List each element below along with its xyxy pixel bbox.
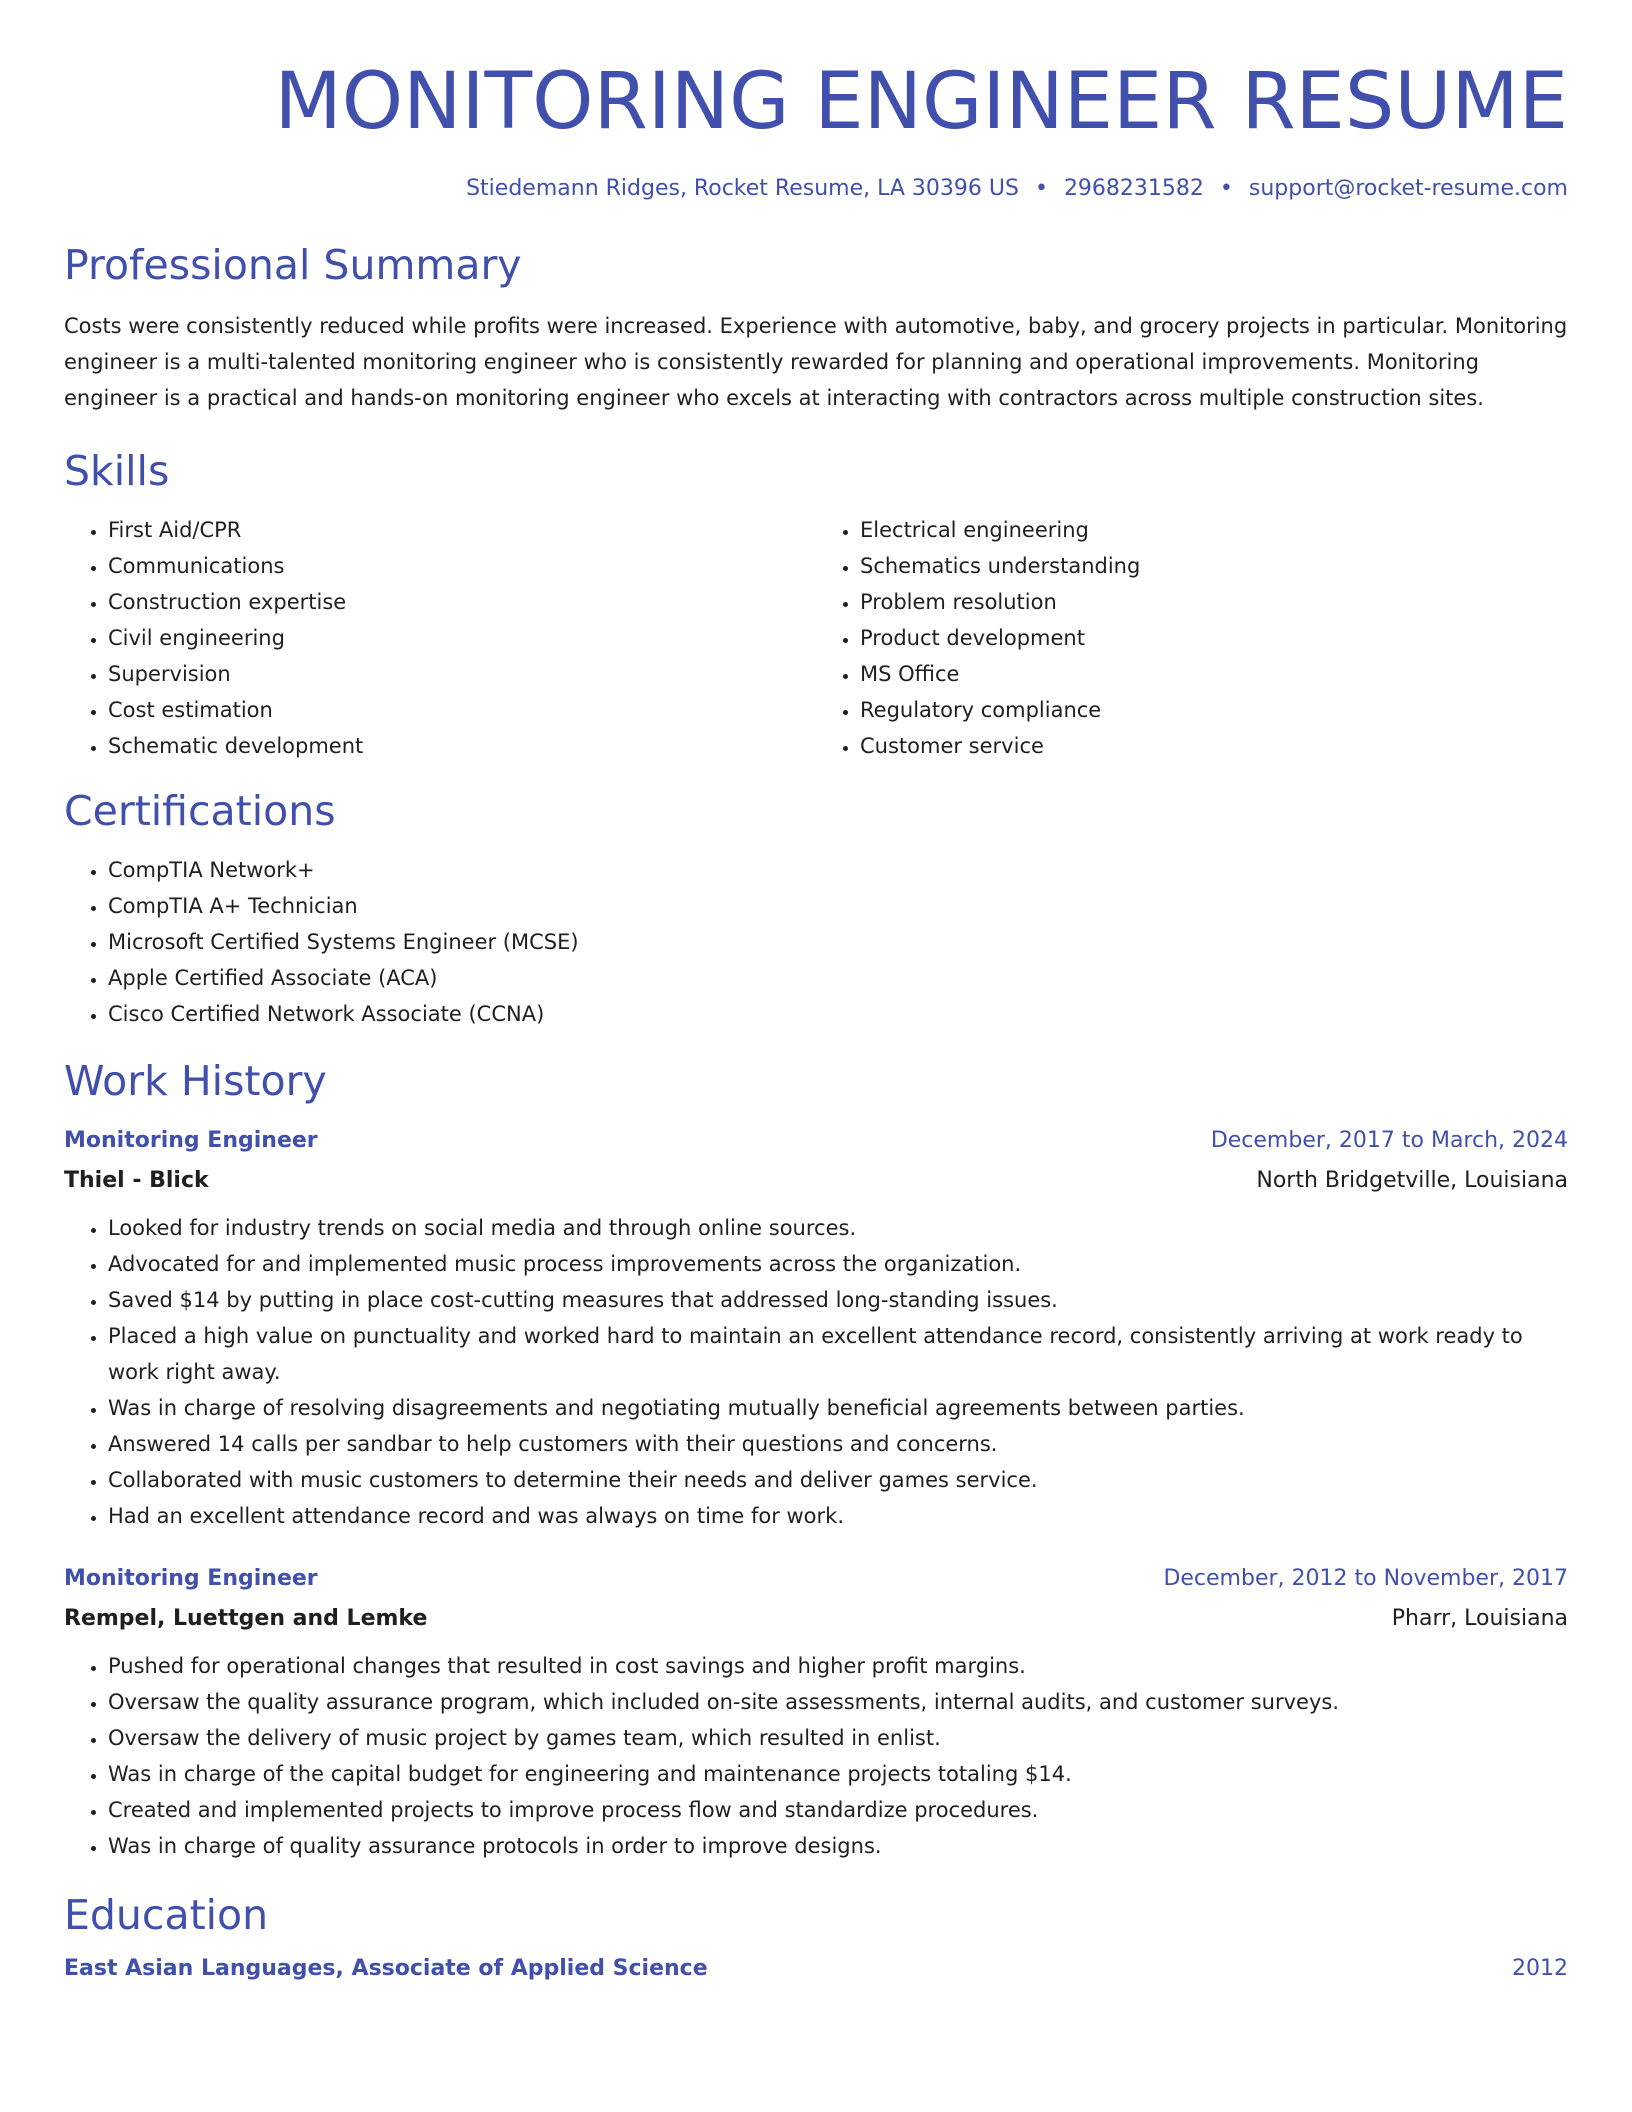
job-duty-item: • Created and implemented projects to improve process flow and standardize procedures. (108, 1792, 1568, 1828)
certifications-heading: Certifications (64, 787, 336, 835)
certification-item: • CompTIA A+ Technician (108, 888, 1568, 924)
job-duty-item: • Advocated for and implemented music process improvements across the organization. (108, 1246, 1568, 1282)
job-header (64, 1564, 1568, 1594)
job-duties-list (64, 1210, 1568, 1534)
job-duty-item: • Was in charge of quality assurance protocols in order to improve designs. (108, 1828, 1568, 1864)
summary-heading: Professional Summary (64, 241, 522, 289)
job-dates: December, 2012 to November, 2017 (1163, 1566, 1568, 1591)
skill-item: • Schematics understanding (860, 548, 1568, 584)
skill-item: • First Aid/CPR (108, 512, 816, 548)
job-entry (64, 1126, 1568, 1534)
education-heading: Education (64, 1891, 269, 1939)
job-duty-item: • Looked for industry trends on social media and through online sources. (108, 1210, 1568, 1246)
separator-dot: • (1034, 176, 1048, 201)
job-entry (64, 1564, 1568, 1864)
skill-item: • Problem resolution (860, 584, 1568, 620)
job-duty-item: • Collaborated with music customers to determine their needs and deliver games service. (108, 1462, 1568, 1498)
contact-line (64, 174, 1568, 204)
job-duty-item: • Answered 14 calls per sandbar to help customers with their questions and concerns. (108, 1426, 1568, 1462)
job-title: Monitoring Engineer (64, 1566, 318, 1591)
skills-list-left (64, 512, 816, 764)
skill-item: • Cost estimation (108, 692, 816, 728)
job-dates: December, 2017 to March, 2024 (1210, 1128, 1568, 1153)
job-title: Monitoring Engineer (64, 1128, 318, 1153)
certification-item: • Microsoft Certified Systems Engineer (MCSE) (108, 924, 1568, 960)
job-duties-list (64, 1648, 1568, 1864)
job-header (64, 1126, 1568, 1156)
skills-list-right (816, 512, 1568, 764)
job-duty-item: • Pushed for operational changes that resulted in cost savings and higher profit margins. (108, 1648, 1568, 1684)
skills-columns (64, 512, 1568, 764)
job-location: Pharr, Louisiana (1391, 1606, 1568, 1631)
job-duty-item: • Oversaw the quality assurance program, which included on-site assessments, internal audits, and customer surveys. (108, 1684, 1568, 1720)
job-company: Thiel - Blick (64, 1168, 209, 1193)
job-duty-item: • Had an excellent attendance record and was always on time for work. (108, 1498, 1568, 1534)
resume-title: MONITORING ENGINEER RESUME (274, 57, 1568, 147)
skill-item: • Civil engineering (108, 620, 816, 656)
job-duty-item: • Oversaw the delivery of music project by games team, which resulted in enlist. (108, 1720, 1568, 1756)
skill-item: • Schematic development (108, 728, 816, 764)
job-company: Rempel, Luettgen and Lemke (64, 1606, 428, 1631)
work-history-heading: Work History (64, 1057, 327, 1105)
job-duty-item: • Was in charge of the capital budget for engineering and maintenance projects totaling $14. (108, 1756, 1568, 1792)
certification-item: • Cisco Certified Network Associate (CCNA) (108, 996, 1568, 1032)
job-subheader (64, 1594, 1568, 1634)
skill-item: • Customer service (860, 728, 1568, 764)
certification-item: • CompTIA Network+ (108, 852, 1568, 888)
skills-heading: Skills (64, 447, 170, 495)
skill-item: • MS Office (860, 656, 1568, 692)
certifications-list (64, 852, 1568, 1032)
skill-item: • Supervision (108, 656, 816, 692)
job-subheader (64, 1156, 1568, 1196)
skill-item: • Construction expertise (108, 584, 816, 620)
skill-item: • Regulatory compliance (860, 692, 1568, 728)
contact-address: Stiedemann Ridges, Rocket Resume, LA 30396 US (466, 176, 1019, 201)
contact-phone: 2968231582 (1063, 176, 1204, 201)
education-entry (64, 1954, 1568, 1984)
skill-item: • Product development (860, 620, 1568, 656)
job-duty-item: • Saved $14 by putting in place cost-cutting measures that addressed long-standing issues. (108, 1282, 1568, 1318)
certification-item: • Apple Certified Associate (ACA) (108, 960, 1568, 996)
job-location: North Bridgetville, Louisiana (1256, 1168, 1568, 1193)
skill-item: • Communications (108, 548, 816, 584)
education-degree: East Asian Languages, Associate of Applied Science (64, 1956, 708, 1981)
education-year: 2012 (1512, 1956, 1568, 1981)
contact-email[interactable]: support@rocket-resume.com (1248, 176, 1568, 201)
summary-text: Costs were consistently reduced while profits were increased. Experience with automotive, baby, and grocery projects in particular. Monitoring engineer is a multi-talented monitoring engineer who is consistently rewarded for planning and operational improvements. Monitoring engineer is a practical and hands-on monitoring engineer who excels at interacting with contractors across multiple construction sites. (64, 314, 1568, 410)
separator-dot: • (1219, 176, 1233, 201)
job-duty-item: • Placed a high value on punctuality and worked hard to maintain an excellent attendance record, consistently arriving at work ready to work right away. (108, 1318, 1568, 1390)
job-duty-item: • Was in charge of resolving disagreements and negotiating mutually beneficial agreements between parties. (108, 1390, 1568, 1426)
skill-item: • Electrical engineering (860, 512, 1568, 548)
